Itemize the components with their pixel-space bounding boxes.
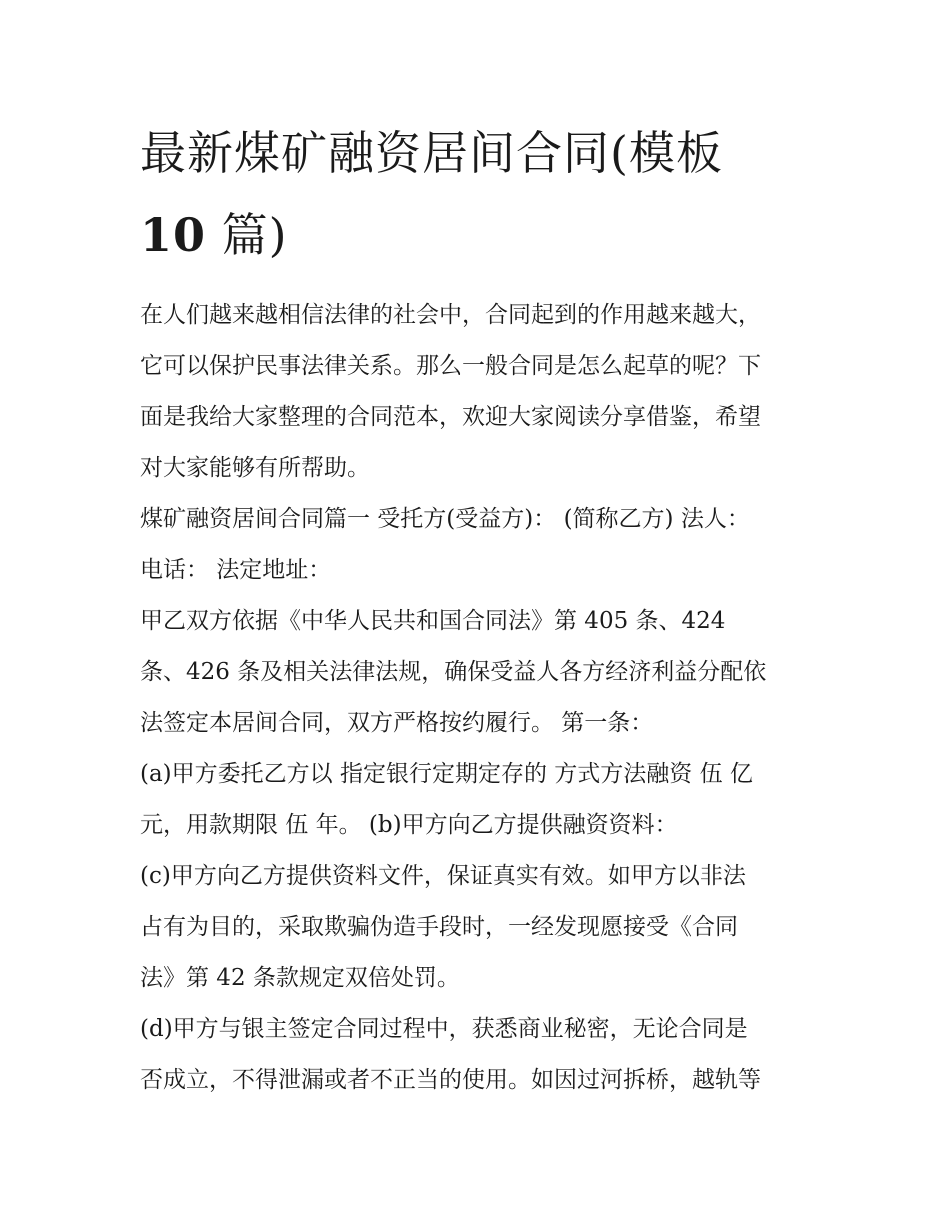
- document-page: [140, 112, 830, 1106]
- body-line: 它可以保护民事法律关系。那么一般合同是怎么起草的呢？下: [140, 353, 761, 379]
- title-number: 10: [140, 208, 207, 262]
- document-body: [140, 290, 830, 1106]
- body-line: 面是我给大家整理的合同范本，欢迎大家阅读分享借鉴，希望: [140, 404, 761, 430]
- title-line-2-rest: 篇): [206, 208, 288, 262]
- body-line: (d)甲方与银主签定合同过程中，获悉商业秘密，无论合同是: [140, 1016, 748, 1042]
- title-line-1: 最新煤矿融资居间合同(模板: [140, 126, 723, 180]
- body-line: 否成立，不得泄漏或者不正当的使用。如因过河拆桥，越轨等: [140, 1067, 761, 1093]
- body-line: (c)甲方向乙方提供资料文件，保证真实有效。如甲方以非法: [140, 863, 746, 889]
- body-line: 对大家能够有所帮助。: [140, 455, 370, 481]
- document-title: [140, 112, 830, 276]
- body-line: 煤矿融资居间合同篇一 受托方(受益方)： (简称乙方) 法人：: [140, 506, 750, 532]
- body-line: 元，用款期限 伍 年。 (b)甲方向乙方提供融资资料：: [140, 812, 678, 838]
- body-line: 法签定本居间合同，双方严格按约履行。 第一条：: [140, 710, 654, 736]
- body-line: (a)甲方委托乙方以 指定银行定期定存的 方式方法融资 伍 亿: [140, 761, 753, 787]
- body-line: 占有为目的，采取欺骗伪造手段时，一经发现愿接受《合同: [140, 914, 738, 940]
- body-line: 电话： 法定地址：: [140, 557, 332, 583]
- body-line: 条、426 条及相关法律法规，确保受益人各方经济利益分配依: [140, 659, 767, 685]
- body-line: 甲乙双方依据《中华人民共和国合同法》第 405 条、424: [140, 608, 726, 634]
- body-line: 法》第 42 条款规定双倍处罚。: [140, 965, 460, 991]
- body-line: 在人们越来越相信法律的社会中，合同起到的作用越来越大，: [140, 302, 761, 328]
